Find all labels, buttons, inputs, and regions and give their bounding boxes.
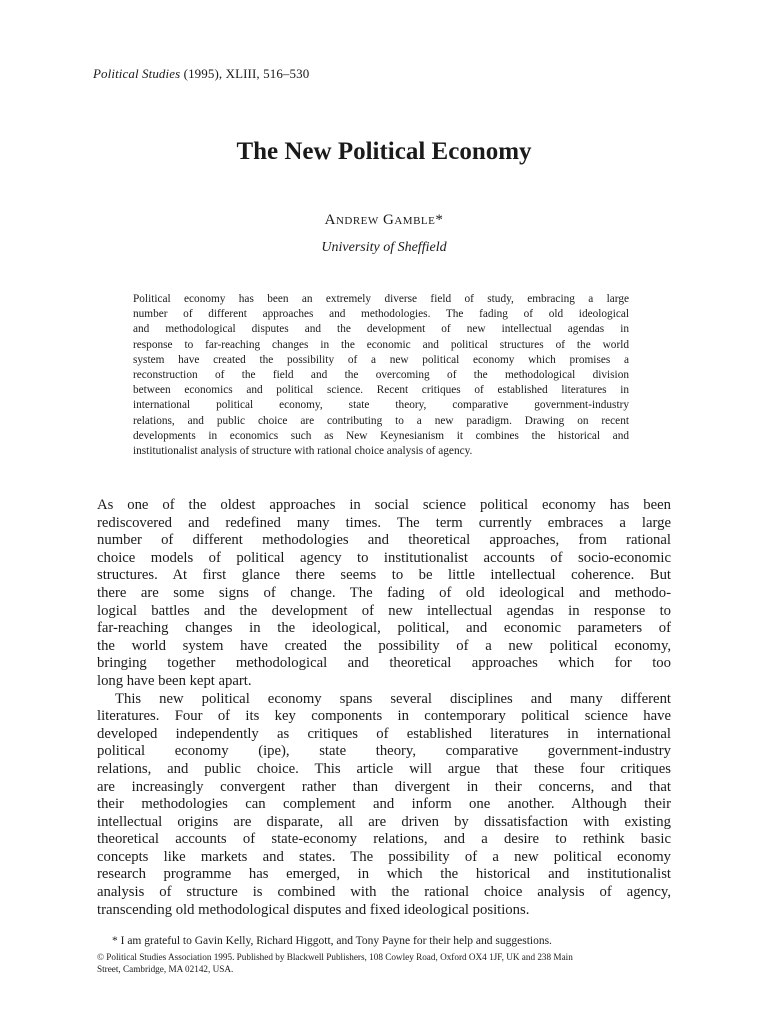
abstract — [133, 292, 629, 459]
abstract-line: number of different approaches and methodologies. The fading of old ideological — [133, 308, 629, 321]
copyright-footnote — [97, 951, 671, 975]
abstract-line: between economics and political science. Recent critiques of established literatures in — [133, 384, 629, 397]
body-line: concepts like markets and states. The possibility of a new political economy — [97, 848, 671, 865]
abstract-line: developments in economics such as New Keynesianism it combines the historical and — [133, 429, 629, 442]
body-line: intellectual origins are disparate, all are driven by dissatisfaction with existing — [97, 813, 671, 830]
body-line: theoretical accounts of state-economy relations, and a desire to rethink basic — [97, 831, 671, 848]
body-line: long have been kept apart. — [97, 672, 252, 689]
body-line: transcending old methodological disputes and fixed ideological positions. — [97, 901, 530, 918]
article-title: The New Political Economy — [236, 138, 532, 165]
body-line: there are some signs of change. The fading of old ideological and methodo- — [97, 584, 671, 601]
body-line: choice models of political agency to institutionalist accounts of socio-economic — [97, 549, 671, 566]
body-line: As one of the oldest approaches in social science political economy has been — [97, 497, 671, 513]
acknowledgement-footnote: * I am grateful to Gavin Kelly, Richard Higgott, and Tony Payne for their help and suggestions. — [112, 935, 552, 947]
body-line: literatures. Four of its key components in contemporary political science have — [97, 708, 671, 725]
body-line: relations, and public choice. This article will argue that these four critiques — [97, 760, 671, 777]
body-line: developed independently as critiques of established literatures in international — [97, 725, 671, 742]
abstract-line: system have created the possibility of a new political economy which promises a — [133, 353, 629, 366]
body-line: number of different methodologies and theoretical approaches, from rational — [97, 532, 671, 549]
body-line: structures. At first glance there seems to be little intellectual coherence. But — [97, 567, 671, 584]
body-line: logical battles and the development of new intellectual agendas in response to — [97, 602, 671, 619]
abstract-line: relations, and public choice are contributing to a new paradigm. Drawing on recent — [133, 414, 629, 427]
body-line: political economy (ipe), state theory, comparative government-industry — [97, 743, 671, 760]
body-line: far-reaching changes in the ideological, political, and economic parameters of — [97, 620, 671, 637]
copyright-line: Street, Cambridge, MA 02142, USA. — [97, 964, 234, 974]
abstract-line: response to far-reaching changes in the economic and political structures of the world — [133, 338, 629, 351]
body-line: their methodologies can complement and inform one another. Although their — [97, 796, 671, 813]
journal-citation — [93, 66, 309, 82]
author-name: Andrew Gamble* — [324, 212, 444, 228]
body-text — [97, 497, 671, 919]
body-line: bringing together methodological and theoretical approaches which for too — [97, 655, 671, 672]
author-affiliation: University of Sheffield — [321, 240, 447, 255]
body-line: rediscovered and redefined many times. The term currently embraces a large — [97, 514, 671, 531]
body-line: are increasingly convergent rather than divergent in their concerns, and that — [97, 778, 671, 795]
citation-details: (1995), XLIII, 516–530 — [183, 66, 310, 81]
body-line: research programme has emerged, in which the historical and institutionalist — [97, 866, 671, 883]
body-line: analysis of structure is combined with the rational choice analysis of agency, — [97, 884, 671, 901]
abstract-line: and methodological disputes and the development of new intellectual agendas in — [133, 323, 629, 336]
body-line: This new political economy spans several disciplines and many different — [115, 690, 671, 707]
journal-name: Political Studies — [93, 66, 181, 81]
abstract-line: international political economy, state theory, comparative government-industry — [133, 399, 629, 412]
abstract-line: Political economy has been an extremely diverse field of study, embracing a large — [133, 293, 629, 305]
body-line: the world system have created the possibility of a new political economy, — [97, 637, 671, 654]
abstract-line: reconstruction of the field and the overcoming of the methodological division — [133, 369, 629, 382]
copyright-line: © Political Studies Association 1995. Published by Blackwell Publishers, 108 Cowley Road, Oxford OX4 1JF, UK and 238 Main — [97, 952, 573, 962]
abstract-line: institutionalist analysis of structure with rational choice analysis of agency. — [133, 445, 473, 458]
